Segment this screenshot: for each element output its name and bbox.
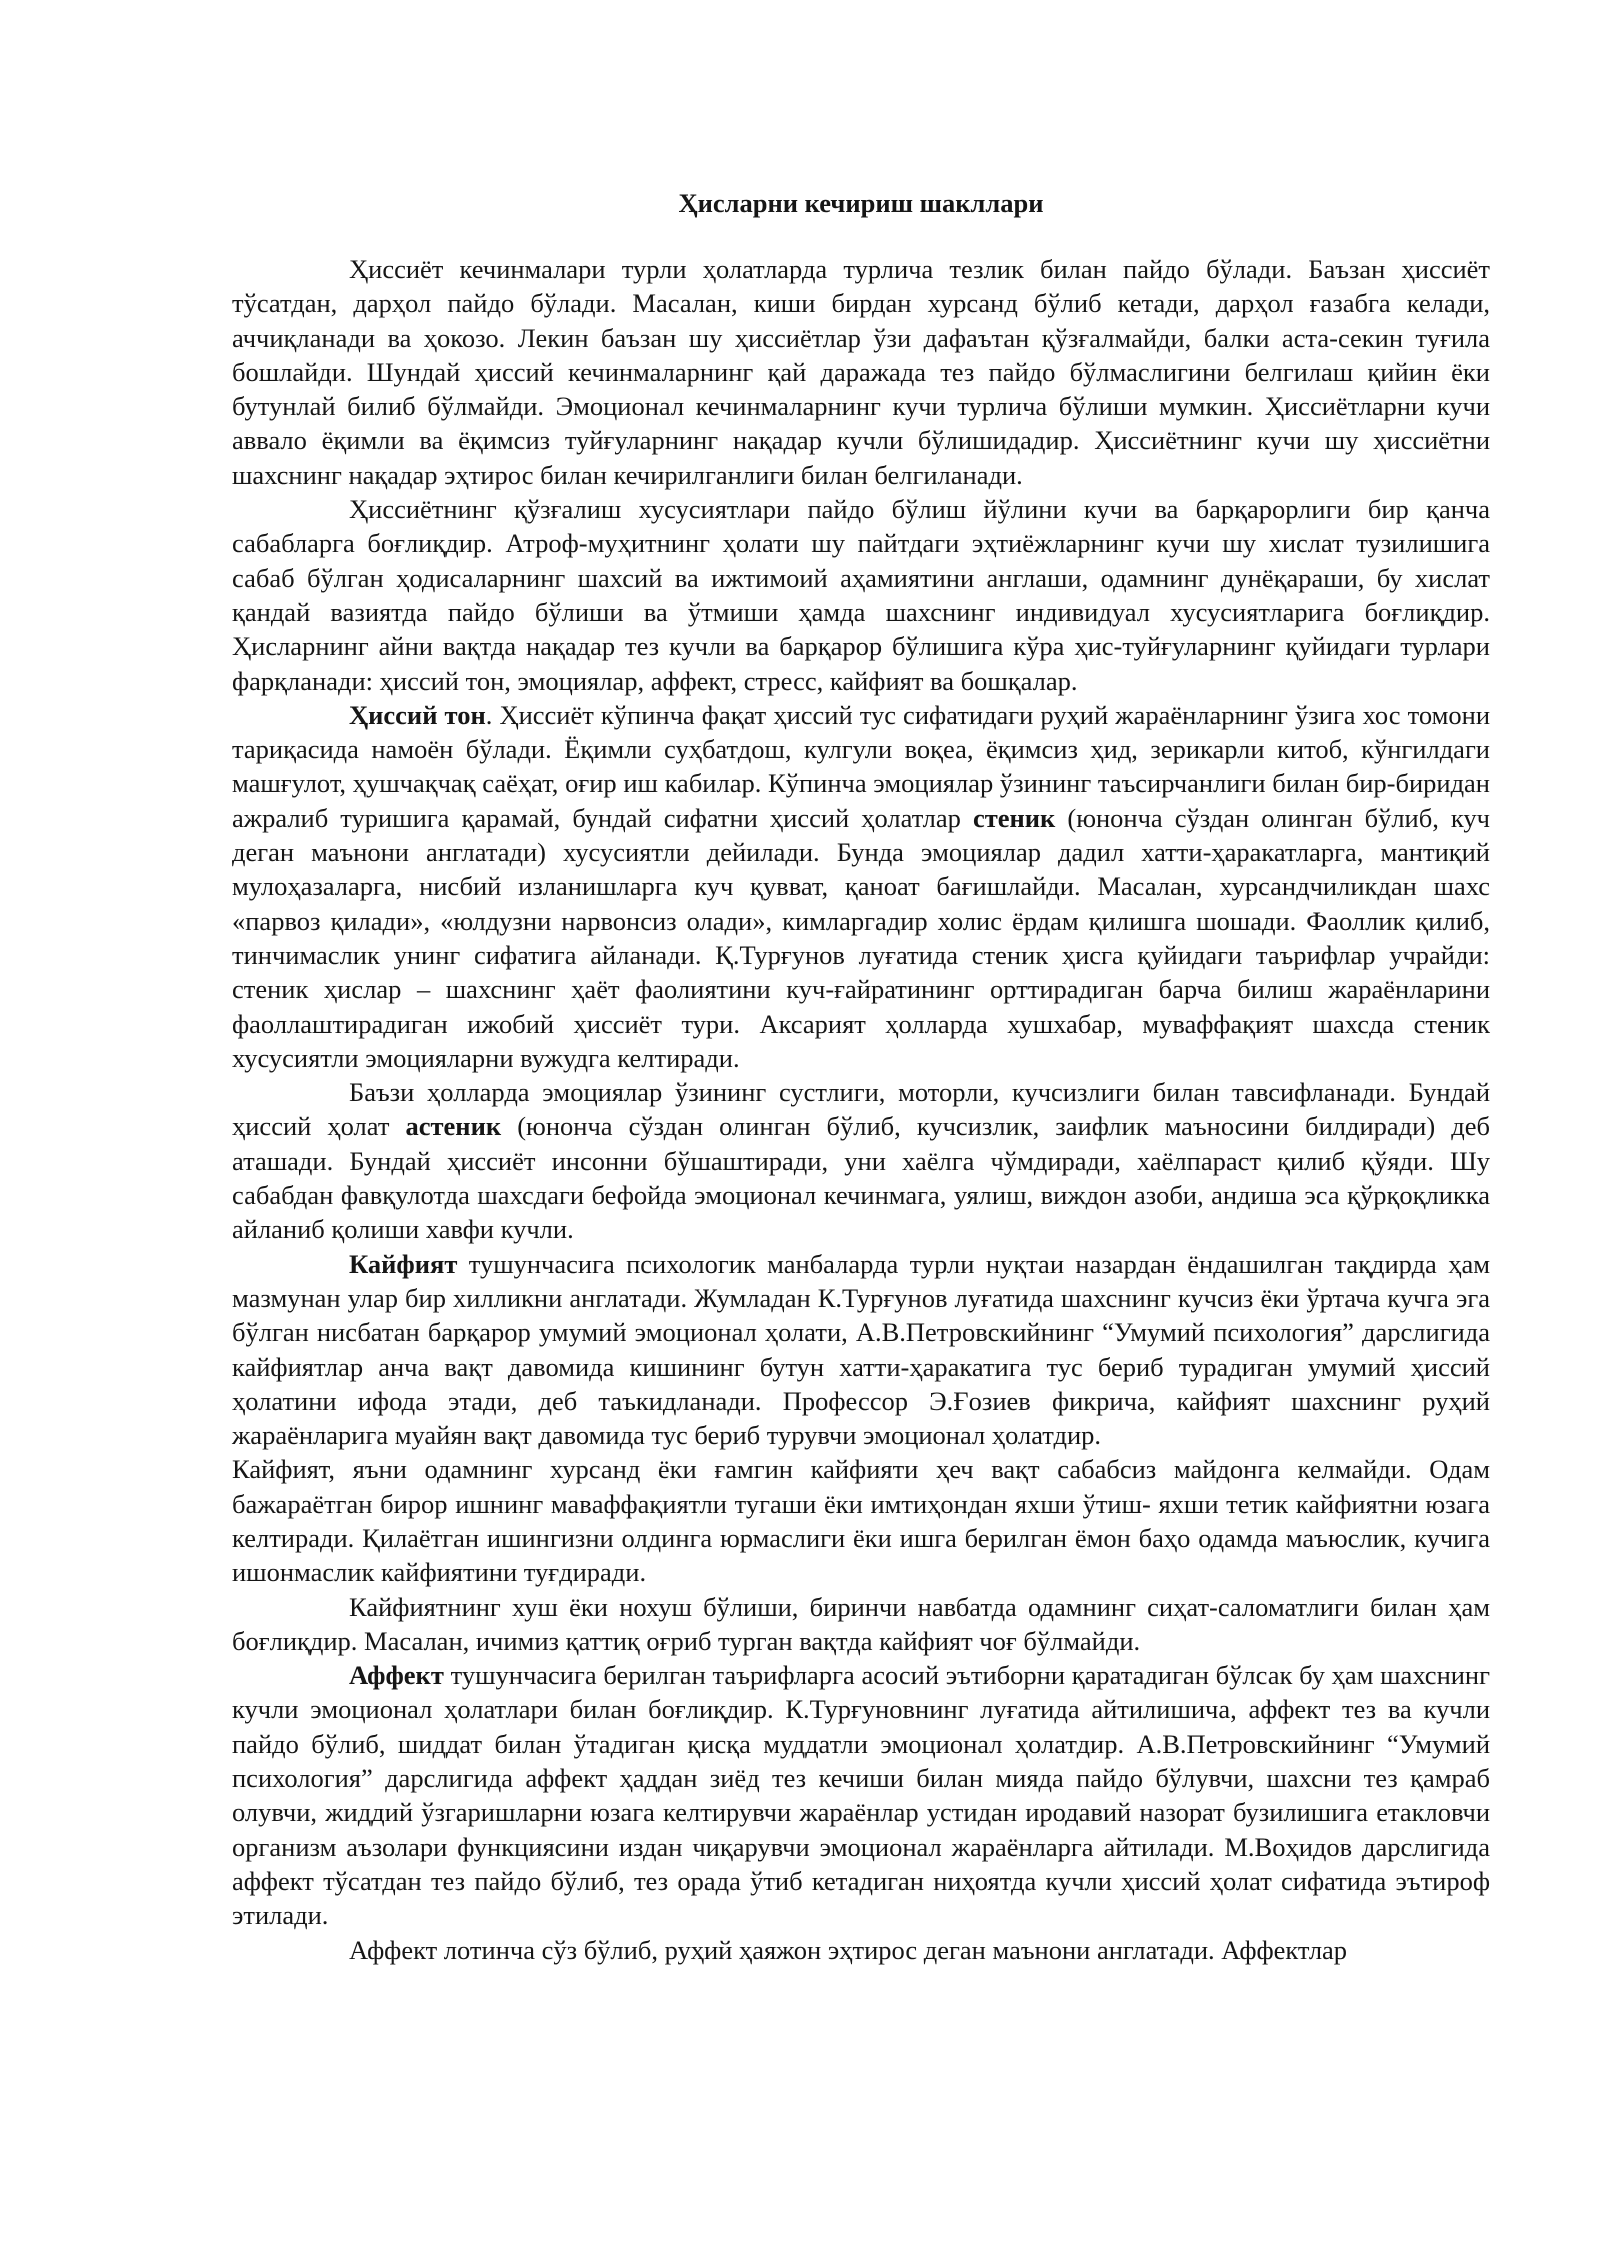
paragraph-text: тушунчасига берилган таърифларга асосий эътиборни қаратадиган бўлсак бу ҳам шахснинг кучли эмоционал ҳолатлари билан боғлиқдир. К.Турғуновнинг луғатида айтилишича, аффект тез ва кучли пайдо бўлиб, шиддат билан ўтадиган қисқа муддатли эмоционал ҳолатдир. А.В.Петровскийнинг “Умумий психология” дарслигида аффект ҳаддан зиёд тез кечиши билан мияда пайдо бўлувчи, шахсни тез қамраб олувчи, жиддий ўзгаришларни юзага келтирувчи жараёнлар устидан иродавий назорат бузилишига етакловчи организм аъзолари функциясини издан чиқарувчи эмоционал жараёнларга айтилади. М.Воҳидов дарслигида аффект тўсатдан тез пайдо бўлиб, тез орада ўтиб кетадиган ниҳоятда кучли ҳиссий ҳолат сифатида эътироф этилади. bbox=[232, 1660, 1490, 1931]
paragraph bbox=[232, 698, 1490, 1075]
paragraph-text: . Ҳиссиёт кўпинча фақат ҳиссий тус сифатидаги руҳий жараёнларнинг ўзига хос томони тариқасида намоён бўлади. Ёқимли суҳбатдош, кулгули воқеа, ёқимсиз ҳид, зерикарли китоб, кўнгилдаги машғулот, ҳушчақчақ саёҳат, оғир иш кабилар. Кўпинча эмоциялар ўзининг таъсирчанлиги билан бир-биридан ажралиб туришига қарамай, бундай сифатни ҳиссий ҳолатлар bbox=[232, 699, 1490, 833]
paragraph bbox=[232, 1933, 1490, 1967]
paragraph bbox=[232, 1247, 1490, 1453]
paragraph bbox=[232, 252, 1490, 492]
paragraph-text: Ҳиссиётнинг қўзғалиш хусусиятлари пайдо бўлиш йўлини кучи ва барқарорлиги бир қанча сабабларга боғлиқдир. Атроф-муҳитнинг ҳолати шу пайтдаги эҳтиёжларнинг кучи шу хислат тузилишига сабаб бўлган ҳодисаларнинг шахсий ва ижтимоий аҳамиятини англаши, одамнинг дунёқараши, бу хислат қандай вазиятда пайдо бўлиши ва ўтмиши ҳамда шахснинг индивидуал хусусиятларига боғлиқдир. Ҳисларнинг айни вақтда нақадар тез кучли ва барқарор бўлишига кўра ҳис-туйғуларнинг қуйидаги турлари фарқланади: ҳиссий тон, эмоциялар, аффект, стресс, кайфият ва бошқалар. bbox=[232, 494, 1490, 696]
paragraph-text: Кайфият, яъни одамнинг хурсанд ёки ғамгин кайфияти ҳеч вақт сабабсиз майдонга келмайди. Одам бажараётган бирор ишнинг мавaффақиятли тугаши ёки имтиҳондан яхши ўтиш- яхши тетик кайфиятни юзага келтиради. Қилаётган ишингизни олдинга юрмаслиги ёки ишга берилган ёмон баҳо одамда маъюслик, кучига ишонмаслик кайфиятини туғдиради. bbox=[232, 1454, 1490, 1588]
paragraph bbox=[232, 1658, 1490, 1932]
paragraph-text: (юнонча сўздан олинган бўлиб, куч деган маънони англатади) хусусиятли дейилади. Бунда эмоциялар дадил хатти-ҳаракатларга, мантиқий мулоҳазаларга, нисбий изланишларга куч қувват, қаноат бағишлайди. Масалан, хурсандчиликдан шахс «парвоз қилади», «юлдузни нарвонсиз олади», кимларгадир холис ёрдам қилишга шошади. Фаоллик қилиб, тинчимаслик унинг сифатига айланади. Қ.Турғунов луғатида стеник ҳисга қуйидаги таърифлар учрайди: стеник ҳислар – шахснинг ҳаёт фаолиятини куч-ғайратининг орттирадиган барча билиш жараёнларини фаоллаштирадиган ижобий ҳиссиёт тури. Аксарият ҳолларда хушхабар, муваффақият шахсда стеник хусусиятли эмоцияларни вужудга келтиради. bbox=[232, 802, 1490, 1073]
bold-term: астеник bbox=[405, 1111, 502, 1142]
paragraph-text: тушунчасига психологик манбаларда турли нуқтаи назардан ёндашилган тақдирда ҳам мазмунан улар бир хилликни англатади. Жумладан К.Турғунов луғатида шахснинг кучсиз ёки ўртача кучга эга бўлган нисбатан барқарор умумий эмоционал ҳолати, А.В.Петровскийнинг “Умумий психология” дарслигида кайфиятлар анча вақт давомида кишининг бутун хатти-ҳаракатига тус бериб турадиган умумий ҳиссий ҳолатини ифода этади, деб таъкидланади. Профессор Э.Ғозиев фикрича, кайфият шахснинг руҳий жараёнларига муайян вақт давомида тус бериб турувчи эмоционал ҳолатдир. bbox=[232, 1248, 1490, 1451]
document-page bbox=[232, 186, 1490, 1967]
paragraph-text: Кайфиятнинг хуш ёки нохуш бўлиши, биринчи навбатда одамнинг сиҳат-саломатлиги билан ҳам боғлиқдир. Масалан, ичимиз қаттиқ оғриб турган вақтда кайфият чоғ бўлмайди. bbox=[232, 1591, 1490, 1656]
paragraph bbox=[232, 1452, 1490, 1589]
paragraph bbox=[232, 1075, 1490, 1246]
paragraph bbox=[232, 492, 1490, 698]
bold-term: Аффект bbox=[349, 1660, 444, 1691]
paragraph-text: Аффект лотинча сўз бўлиб, руҳий ҳаяжон эҳтирос деган маънони англатади. Аффектлар bbox=[349, 1934, 1348, 1965]
paragraph-text: (юнонча сўздан олинган бўлиб, кучсизлик, заифлик маъносини билдиради) деб аташади. Бундай ҳиссиёт инсонни бўшаштиради, уни хаёлга чўмдиради, хаёлпараст қилиб қўяди. Шу сабабдан фавқулотда шахсдаги бефойда эмоционал кечинмага, уялиш, виждон азоби, андиша эса қўрқоқликка айланиб қолиши хавфи кучли. bbox=[232, 1111, 1490, 1245]
bold-term: стеник bbox=[972, 802, 1056, 833]
paragraph bbox=[232, 1590, 1490, 1659]
document-body bbox=[232, 252, 1490, 1967]
paragraph-text: Ҳиссиёт кечинмалари турли ҳолатларда турлича тезлик билан пайдо бўлади. Баъзан ҳиссиёт тўсатдан, дарҳол пайдо бўлади. Масалан, киши бирдан хурсанд бўлиб кетади, дарҳол ғазабга келади, аччиқланади ва ҳокозо. Лекин баъзан шу ҳиссиётлар ўзи дафаътан қўзғалмайди, балки аста-секин туғила бошлайди. Шундай ҳиссий кечинмаларнинг қай даражада тез пайдо бўлмаслигини белгилаш қийин ёки бутунлай билиб бўлмайди. Эмоционал кечинмаларнинг кучи турлича бўлиши мумкин. Ҳиссиётларни кучи аввало ёқимли ва ёқимсиз туйғуларнинг нақадар кучли бўлишидадир. Ҳиссиётнинг кучи шу ҳиссиётни шахснинг нақадар эҳтирос билан кечирилганлиги билан белгиланади. bbox=[232, 254, 1490, 490]
bold-term: Ҳиссий тон bbox=[349, 699, 486, 730]
document-title: Ҳисларни кечириш шакллари bbox=[678, 188, 1044, 218]
bold-term: Кайфият bbox=[349, 1248, 458, 1279]
paragraph-text: Баъзи ҳолларда эмоциялар ўзининг сустлиги, моторли, кучсизлиги билан тавсифланади. Бундай ҳиссий ҳолат bbox=[232, 1077, 1490, 1142]
